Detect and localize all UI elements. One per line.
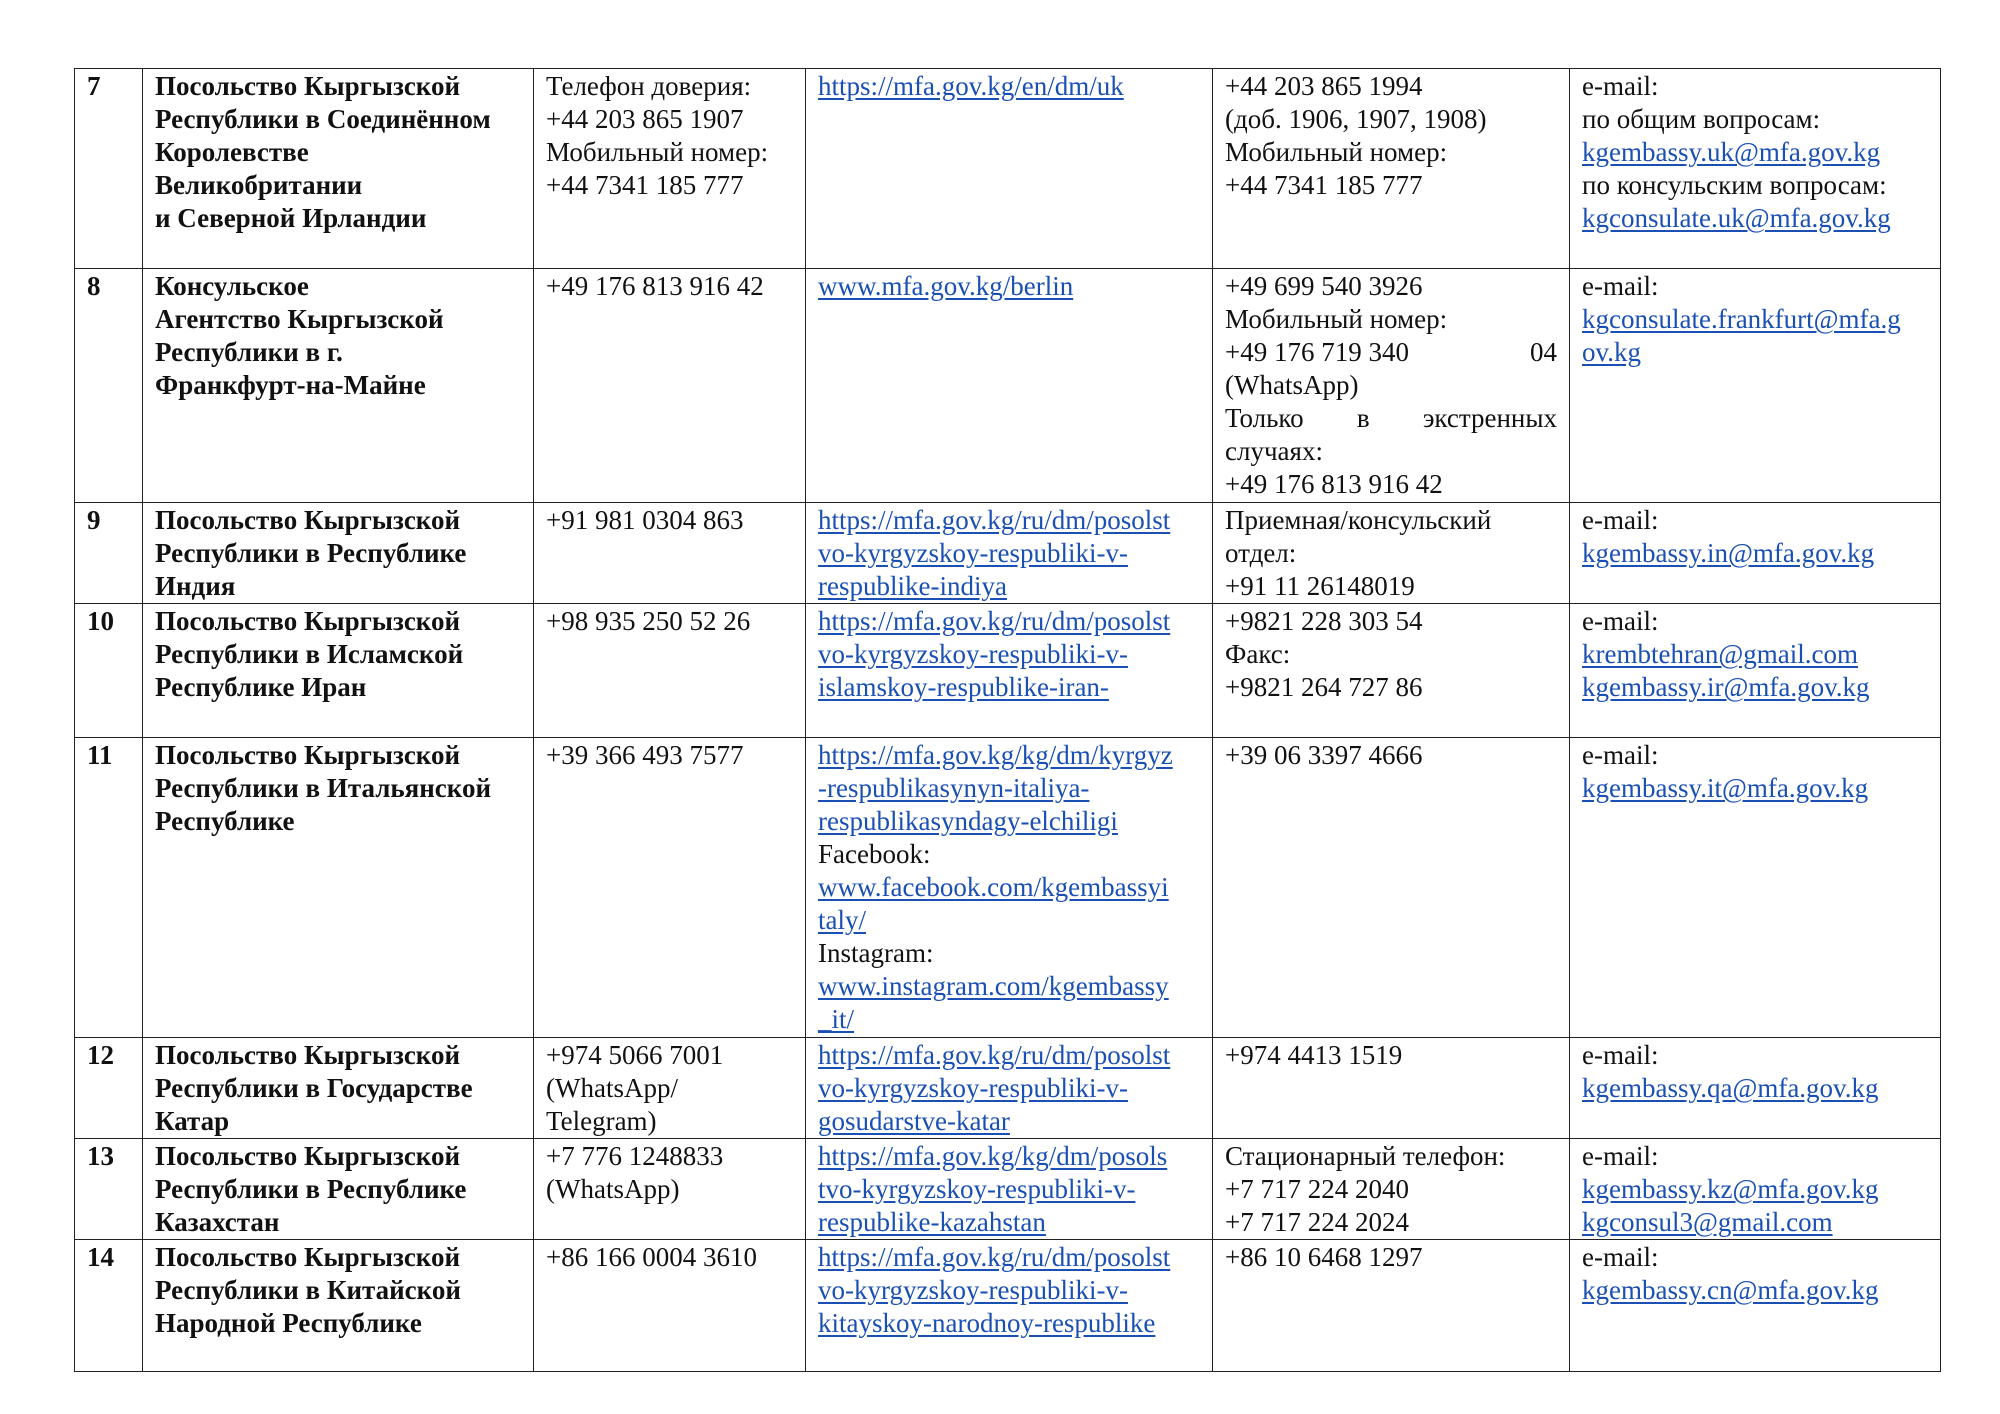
hotline-cell: +86 166 0004 3610 [534, 1240, 806, 1372]
website-link[interactable]: gosudarstve-katar [818, 1106, 1010, 1136]
instagram-link[interactable]: www.instagram.com/kgembassy [818, 971, 1169, 1001]
website-cell [806, 503, 1213, 604]
table-row [75, 738, 1941, 1038]
mission-name: Посольство Кыргызской Республики в Итальянской Республике [143, 738, 534, 1038]
facebook-link[interactable]: www.facebook.com/kgembassyi [818, 872, 1169, 902]
website-link[interactable]: islamskoy-respublike-iran- [818, 672, 1109, 702]
website-link[interactable]: https://mfa.gov.kg/ru/dm/posolst [818, 1242, 1171, 1272]
website-cell: https://mfa.gov.kg/kg/dm/kyrgyz -respublikasynyn-italiya- respublikasyndagy-elchiligi Facebook: www.facebook.com/kgembassyi taly/ Instagram: www.instagram.com/kgembassy _it/ [806, 738, 1213, 1038]
hotline-cell: +91 981 0304 863 [534, 503, 806, 604]
hotline-cell: +49 176 813 916 42 [534, 269, 806, 503]
website-link[interactable]: www.mfa.gov.kg/berlin [818, 271, 1074, 301]
website-cell [806, 1139, 1213, 1240]
phones-cell: +86 10 6468 1297 [1213, 1240, 1570, 1372]
phones-cell: +39 06 3397 4666 [1213, 738, 1570, 1038]
website-link[interactable]: vo-kyrgyzskoy-respubliki-v- [818, 1073, 1128, 1103]
phones-cell: Стационарный телефон: +7 717 224 2040 +7 717 224 2024 [1213, 1139, 1570, 1240]
row-number: 12 [75, 1038, 143, 1139]
row-number: 10 [75, 604, 143, 738]
facebook-link[interactable]: taly/ [818, 905, 866, 935]
email-link[interactable]: kgembassy.kz@mfa.gov.kg [1582, 1174, 1879, 1204]
website-cell [806, 69, 1213, 269]
website-link[interactable]: https://mfa.gov.kg/kg/dm/kyrgyz [818, 740, 1173, 770]
embassy-contacts-table [74, 68, 1941, 1372]
table-row [75, 1038, 1941, 1139]
hotline-cell: +974 5066 7001 (WhatsApp/ Telegram) [534, 1038, 806, 1139]
row-number: 14 [75, 1240, 143, 1372]
instagram-link[interactable]: _it/ [818, 1004, 855, 1034]
hotline-cell: Телефон доверия: +44 203 865 1907 Мобильный номер: +44 7341 185 777 [534, 69, 806, 269]
website-cell [806, 1240, 1213, 1372]
row-number: 9 [75, 503, 143, 604]
website-link[interactable]: https://mfa.gov.kg/ru/dm/posolst [818, 1040, 1171, 1070]
website-link[interactable]: respublike-kazahstan [818, 1207, 1046, 1237]
phones-cell: +49 699 540 3926 Мобильный номер: +49 176 719 340 04 (WhatsApp) Только в экстренных случаях: +49 176 813 916 42 [1213, 269, 1570, 503]
email-link[interactable]: kgembassy.cn@mfa.gov.kg [1582, 1275, 1879, 1305]
phones-cell: +44 203 865 1994 (доб. 1906, 1907, 1908) Мобильный номер: +44 7341 185 777 [1213, 69, 1570, 269]
hotline-cell: +7 776 1248833 (WhatsApp) [534, 1139, 806, 1240]
row-number: 13 [75, 1139, 143, 1240]
mission-name: Посольство Кыргызской Республики в Республике Казахстан [143, 1139, 534, 1240]
hotline-cell: +39 366 493 7577 [534, 738, 806, 1038]
website-link[interactable]: https://mfa.gov.kg/en/dm/uk [818, 71, 1124, 101]
email-cell: e-mail: kgembassy.kz@mfa.gov.kg kgconsul3@gmail.com [1570, 1139, 1941, 1240]
table-row [75, 69, 1941, 269]
email-cell: e-mail: kgconsulate.frankfurt@mfa.g ov.kg [1570, 269, 1941, 503]
email-cell: e-mail: krembtehran@gmail.com kgembassy.ir@mfa.gov.kg [1570, 604, 1941, 738]
row-number: 11 [75, 738, 143, 1038]
website-link[interactable]: vo-kyrgyzskoy-respubliki-v- [818, 639, 1128, 669]
mission-name: Посольство Кыргызской Республики в Исламской Республике Иран [143, 604, 534, 738]
mission-name: Посольство Кыргызской Республики в Республике Индия [143, 503, 534, 604]
email-cell: e-mail: kgembassy.cn@mfa.gov.kg [1570, 1240, 1941, 1372]
email-cell: e-mail: по общим вопросам: kgembassy.uk@mfa.gov.kg по консульским вопросам: kgconsulate.uk@mfa.gov.kg [1570, 69, 1941, 269]
website-link[interactable]: kitayskoy-narodnoy-respublike [818, 1308, 1156, 1338]
website-link[interactable]: -respublikasynyn-italiya- [818, 773, 1090, 803]
table-row [75, 1139, 1941, 1240]
email-link[interactable]: kgembassy.in@mfa.gov.kg [1582, 538, 1875, 568]
email-cell: e-mail: kgembassy.qa@mfa.gov.kg [1570, 1038, 1941, 1139]
website-cell [806, 269, 1213, 503]
website-link[interactable]: respublikasyndagy-elchiligi [818, 806, 1118, 836]
email-link[interactable]: ov.kg [1582, 337, 1641, 367]
hotline-cell: +98 935 250 52 26 [534, 604, 806, 738]
row-number: 8 [75, 269, 143, 503]
mission-name: Консульское Агентство Кыргызской Республики в г. Франкфурт-на-Майне [143, 269, 534, 503]
emergency-line: Только в экстренных [1225, 403, 1557, 433]
website-link[interactable]: respublike-indiya [818, 571, 1007, 601]
email-link[interactable]: kgembassy.it@mfa.gov.kg [1582, 773, 1869, 803]
mission-name: Посольство Кыргызской Республики в Соединённом Королевстве Великобритании и Северной Ирландии [143, 69, 534, 269]
website-cell [806, 604, 1213, 738]
email-link[interactable]: kgconsul3@gmail.com [1582, 1207, 1833, 1237]
phones-cell: Приемная/консульский отдел: +91 11 26148019 [1213, 503, 1570, 604]
email-link[interactable]: kgembassy.uk@mfa.gov.kg [1582, 137, 1881, 167]
website-link[interactable]: tvo-kyrgyzskoy-respubliki-v- [818, 1174, 1136, 1204]
row-number: 7 [75, 69, 143, 269]
phones-cell: +9821 228 303 54 Факс: +9821 264 727 86 [1213, 604, 1570, 738]
website-link[interactable]: https://mfa.gov.kg/ru/dm/posolst [818, 606, 1171, 636]
email-link[interactable]: krembtehran@gmail.com [1582, 639, 1859, 669]
mobile-number-line: +49 176 719 340 04 [1225, 337, 1557, 367]
phones-cell: +974 4413 1519 [1213, 1038, 1570, 1139]
website-cell [806, 1038, 1213, 1139]
table-row [75, 503, 1941, 604]
email-cell: e-mail: kgembassy.it@mfa.gov.kg [1570, 738, 1941, 1038]
table-row [75, 269, 1941, 503]
website-link[interactable]: https://mfa.gov.kg/ru/dm/posolst [818, 505, 1171, 535]
table-row [75, 604, 1941, 738]
email-cell: e-mail: kgembassy.in@mfa.gov.kg [1570, 503, 1941, 604]
table-row [75, 1240, 1941, 1372]
mission-name: Посольство Кыргызской Республики в Китайской Народной Республике [143, 1240, 534, 1372]
email-link[interactable]: kgconsulate.frankfurt@mfa.g [1582, 304, 1901, 334]
website-link[interactable]: https://mfa.gov.kg/kg/dm/posols [818, 1141, 1168, 1171]
email-link[interactable]: kgembassy.qa@mfa.gov.kg [1582, 1073, 1879, 1103]
mission-name: Посольство Кыргызской Республики в Государстве Катар [143, 1038, 534, 1139]
website-link[interactable]: vo-kyrgyzskoy-respubliki-v- [818, 538, 1128, 568]
website-link[interactable]: vo-kyrgyzskoy-respubliki-v- [818, 1275, 1128, 1305]
email-link[interactable]: kgembassy.ir@mfa.gov.kg [1582, 672, 1870, 702]
email-link[interactable]: kgconsulate.uk@mfa.gov.kg [1582, 203, 1891, 233]
